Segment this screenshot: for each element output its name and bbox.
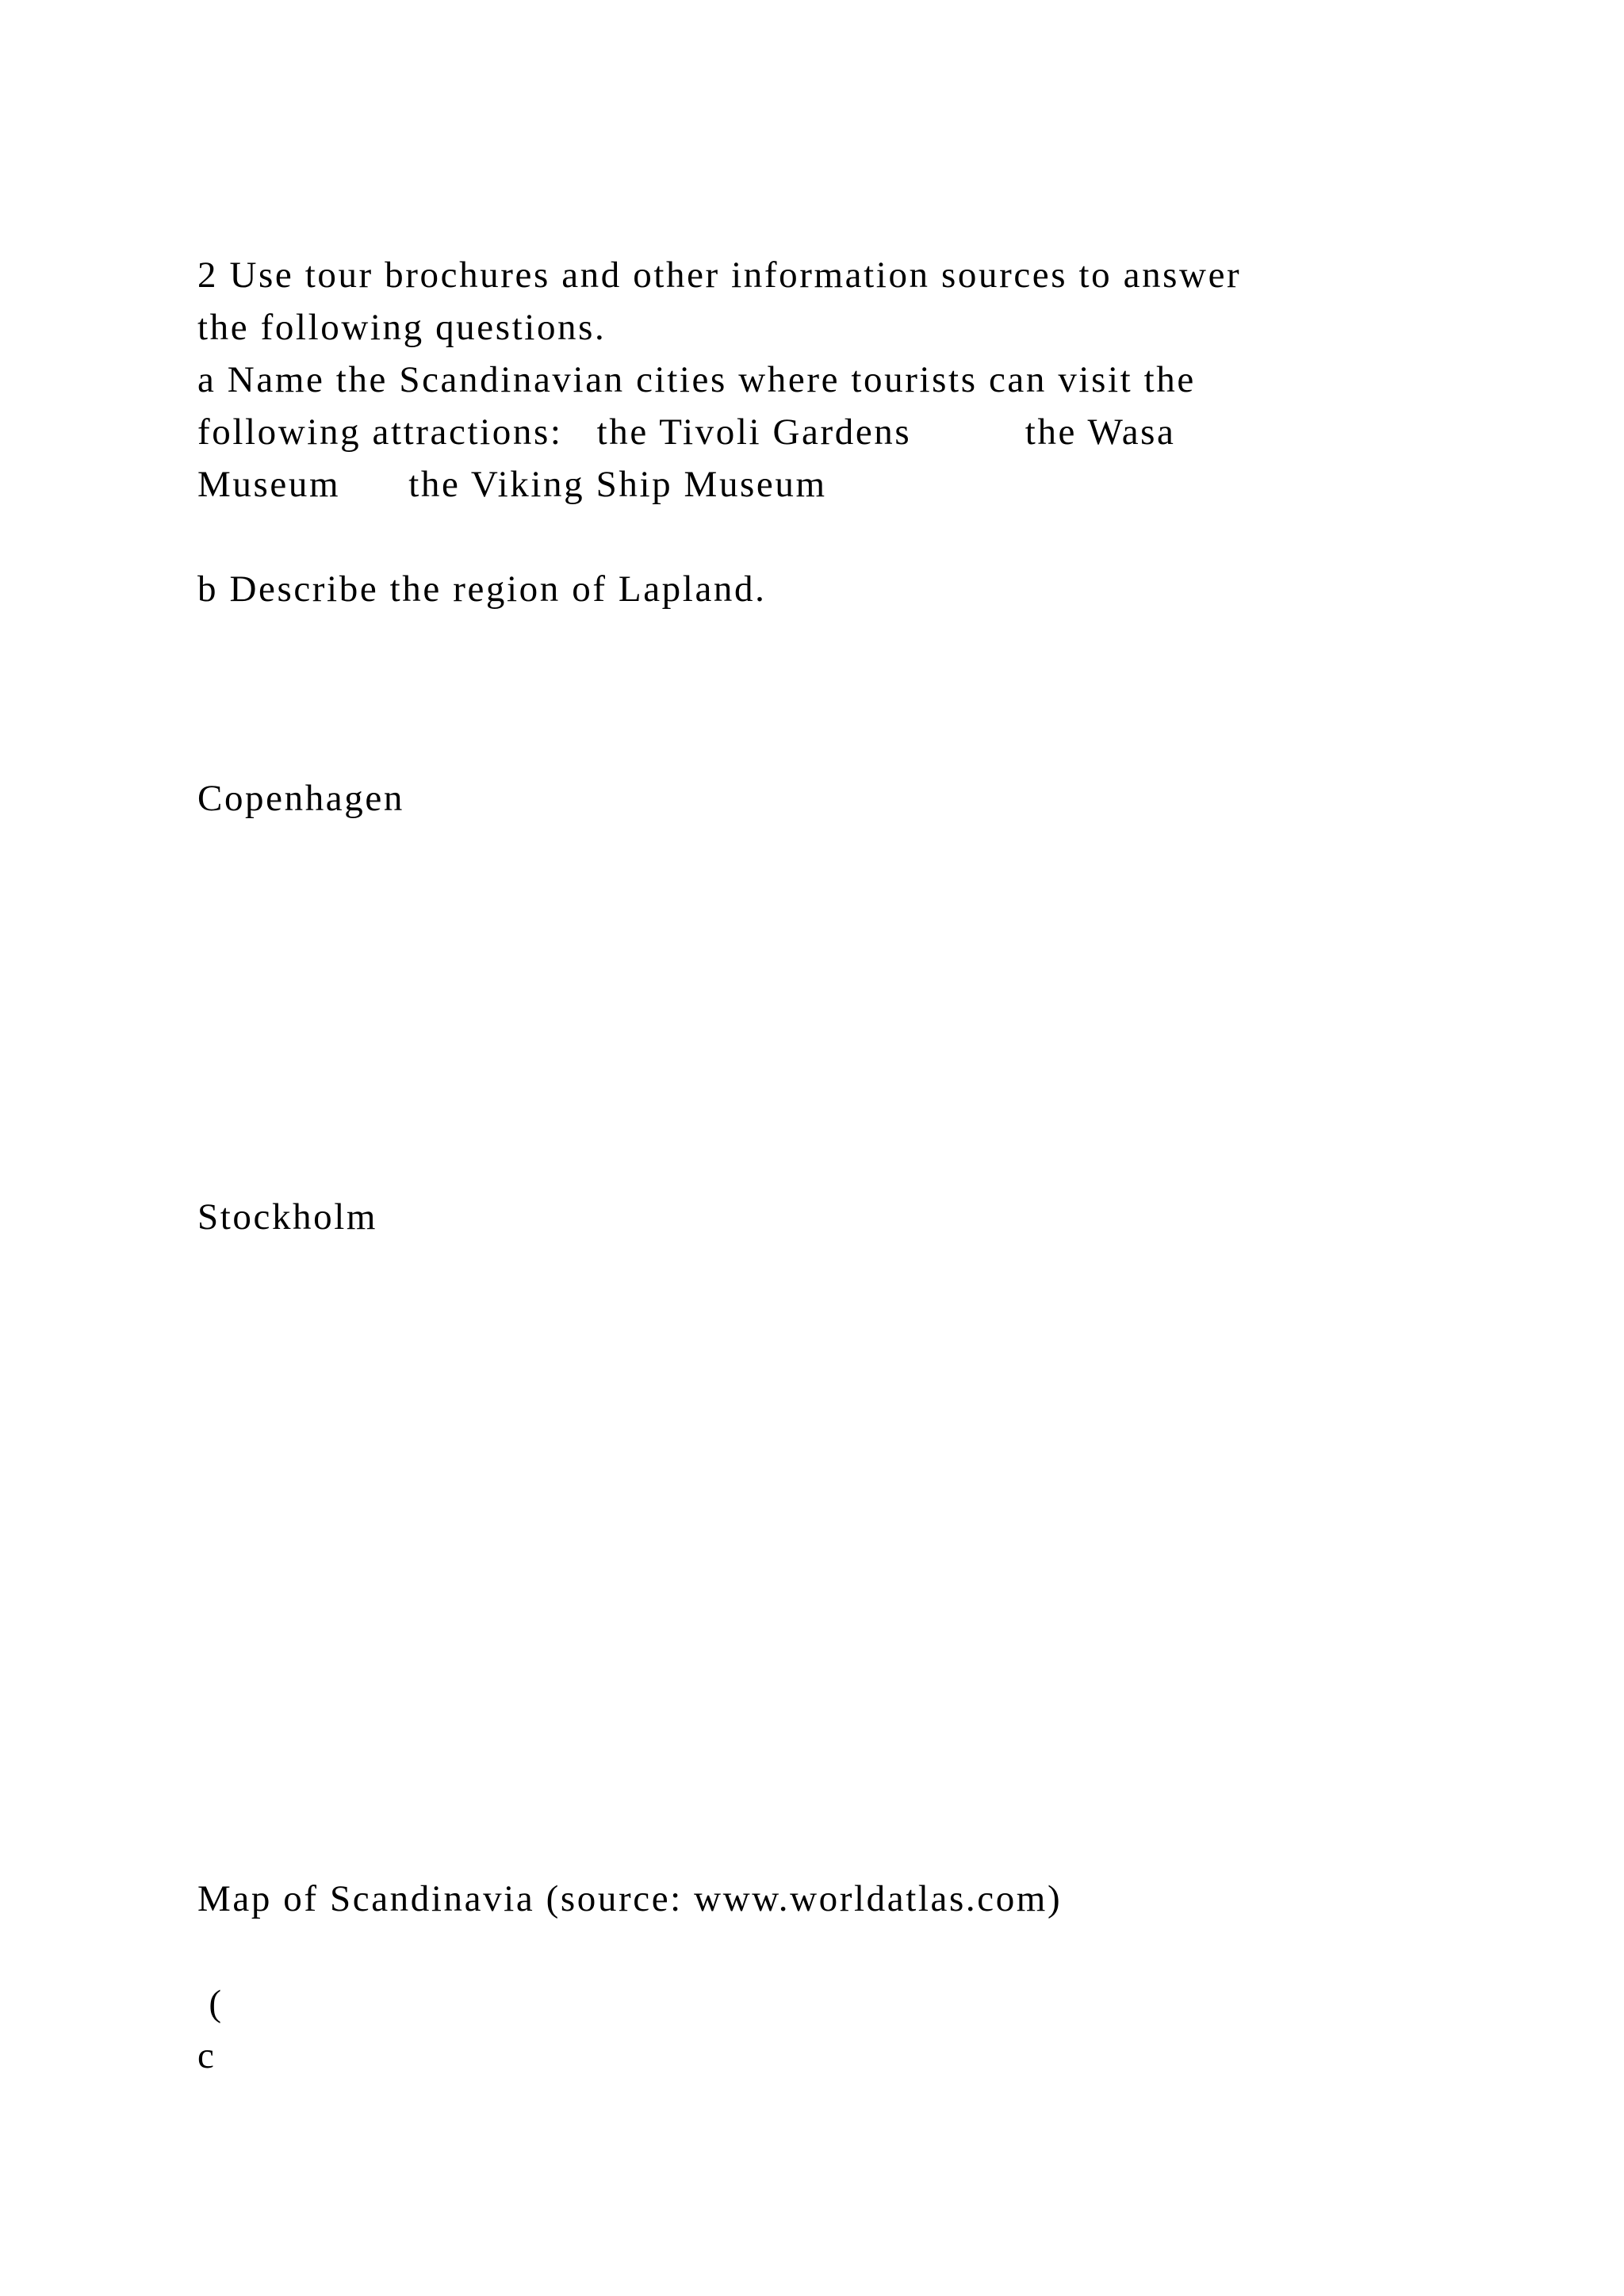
answer-stockholm: Stockholm	[197, 1196, 378, 1238]
answer-copenhagen: Copenhagen	[197, 778, 404, 819]
part-a-line-1: a Name the Scandinavian cities where tourists can visit the	[197, 359, 1196, 400]
question-line-1: 2 Use tour brochures and other information sources to answer	[197, 254, 1242, 296]
part-a-line-3: Museum the Viking Ship Museum	[197, 464, 827, 505]
part-a-line-2: following attractions: the Tivoli Gardens the Wasa	[197, 411, 1176, 453]
fragment-c: c	[197, 2035, 216, 2076]
map-caption: Map of Scandinavia (source: www.worldatlas.com)	[197, 1878, 1063, 1919]
question-line-2: the following questions.	[197, 307, 607, 348]
fragment-paren: (	[197, 1983, 224, 2024]
part-b-question: b Describe the region of Lapland.	[197, 568, 767, 610]
